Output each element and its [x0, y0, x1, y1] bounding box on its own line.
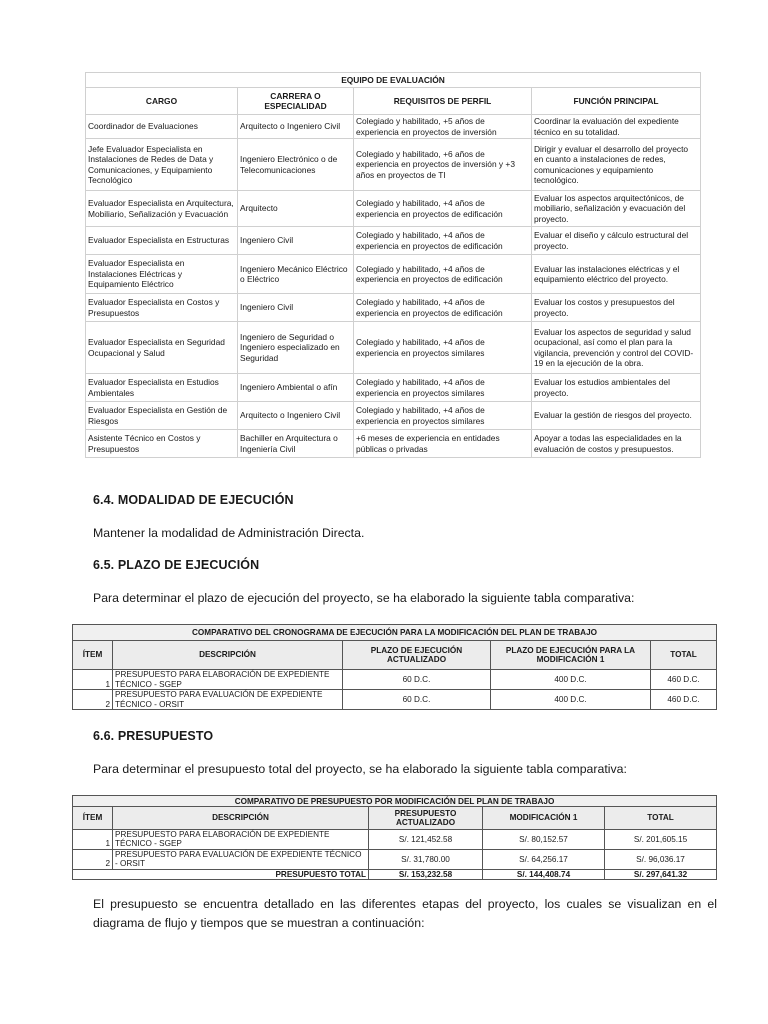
table-cell: 1: [73, 830, 113, 850]
table-cell: Evaluador Especialista en Gestión de Riesgos: [86, 402, 238, 430]
table-cell: S/. 64,256.17: [483, 849, 605, 869]
table-cell: Colegiado y habilitado, +5 años de experiencia en proyectos de inversión: [354, 115, 532, 139]
table-cell: S/. 96,036.17: [605, 849, 717, 869]
evaluation-team-table: [85, 72, 701, 458]
budget-table-title: COMPARATIVO DE PRESUPUESTO POR MODIFICACIÓN DEL PLAN DE TRABAJO: [73, 796, 717, 807]
table-cell: Evaluar el diseño y cálculo estructural del proyecto.: [532, 227, 701, 255]
budget-header-modificacion: MODIFICACIÓN 1: [483, 807, 605, 830]
section-text-modalidad: Mantener la modalidad de Administración Directa.: [93, 526, 365, 540]
table-row: [86, 115, 701, 139]
table-cell: Jefe Evaluador Especialista en Instalaciones de Redes de Data y Comunicaciones, y Equipamiento Tecnológico: [86, 139, 238, 191]
table-cell: Apoyar a todas las especialidades en la evaluación de costos y presupuestos.: [532, 430, 701, 458]
section-heading-plazo: 6.5. PLAZO DE EJECUCIÓN: [93, 558, 260, 572]
table-cell: Evaluar los aspectos de seguridad y salud ocupacional, así como el plan para la vigilancia, prevención y control del COVID-19 en la ejecución de la obra.: [532, 322, 701, 374]
table-cell: PRESUPUESTO PARA EVALUACIÓN DE EXPEDIENTE TÉCNICO - ORSIT: [113, 849, 369, 869]
table-cell: 460 D.C.: [651, 690, 717, 710]
table-cell: Arquitecto o Ingeniero Civil: [238, 115, 354, 139]
budget-header-actualizado: PRESUPUESTO ACTUALIZADO: [369, 807, 483, 830]
table-cell: Evaluador Especialista en Arquitectura, Mobiliario, Señalización y Evacuación: [86, 191, 238, 227]
table-row: [86, 255, 701, 294]
table-cell: Bachiller en Arquitectura o Ingeniería Civil: [238, 430, 354, 458]
team-table-title: EQUIPO DE EVALUACIÓN: [86, 73, 701, 88]
table-cell: Coordinador de Evaluaciones: [86, 115, 238, 139]
section-heading-presupuesto: 6.6. PRESUPUESTO: [93, 729, 214, 743]
table-cell: 400 D.C.: [491, 690, 651, 710]
table-row: [86, 139, 701, 191]
budget-total-label: PRESUPUESTO TOTAL: [73, 869, 369, 879]
table-cell: Dirigir y evaluar el desarrollo del proyecto en cuanto a instalaciones de redes, comunicaciones y equipamiento tecnológico.: [532, 139, 701, 191]
schedule-header-descripcion: DESCRIPCIÓN: [113, 641, 343, 670]
budget-total-row: [73, 869, 717, 879]
table-cell: Colegiado y habilitado, +4 años de experiencia en proyectos de edificación: [354, 191, 532, 227]
table-row: [86, 430, 701, 458]
table-row: [86, 322, 701, 374]
table-row: [73, 690, 717, 710]
schedule-header-plazo-actualizado: PLAZO DE EJECUCIÓN ACTUALIZADO: [343, 641, 491, 670]
budget-header-item: ÍTEM: [73, 807, 113, 830]
table-cell: PRESUPUESTO PARA ELABORACIÓN DE EXPEDIENTE TÉCNICO - SGEP: [113, 830, 369, 850]
team-header-cargo: CARGO: [86, 88, 238, 115]
table-cell: Colegiado y habilitado, +4 años de experiencia en proyectos de edificación: [354, 255, 532, 294]
table-cell: Ingeniero Mecánico Eléctrico o Eléctrico: [238, 255, 354, 294]
table-cell: 460 D.C.: [651, 670, 717, 690]
schedule-table-title: COMPARATIVO DEL CRONOGRAMA DE EJECUCIÓN PARA LA MODIFICACIÓN DEL PLAN DE TRABAJO: [73, 625, 717, 641]
closing-paragraph: El presupuesto se encuentra detallado en las diferentes etapas del proyecto, los cuales se visualizan en el diagrama de flujo y tiempos que se muestran a continuación:: [93, 897, 717, 930]
team-header-requisitos: REQUISITOS DE PERFIL: [354, 88, 532, 115]
table-cell: S/. 201,605.15: [605, 830, 717, 850]
table-row: [86, 294, 701, 322]
table-cell: Ingeniero Civil: [238, 227, 354, 255]
table-row: [86, 227, 701, 255]
table-cell: PRESUPUESTO PARA EVALUACIÓN DE EXPEDIENTE TÉCNICO - ORSIT: [113, 690, 343, 710]
table-cell: +6 meses de experiencia en entidades públicas o privadas: [354, 430, 532, 458]
table-cell: Colegiado y habilitado, +4 años de experiencia en proyectos de edificación: [354, 294, 532, 322]
table-cell: Evaluador Especialista en Costos y Presupuestos: [86, 294, 238, 322]
schedule-comparison-table: [72, 624, 717, 710]
team-header-carrera: CARRERA O ESPECIALIDAD: [238, 88, 354, 115]
table-row: [86, 191, 701, 227]
table-cell: Colegiado y habilitado, +4 años de experiencia en proyectos similares: [354, 374, 532, 402]
table-cell: PRESUPUESTO PARA ELABORACIÓN DE EXPEDIENTE TÉCNICO - SGEP: [113, 670, 343, 690]
budget-header-descripcion: DESCRIPCIÓN: [113, 807, 369, 830]
team-header-funcion: FUNCIÓN PRINCIPAL: [532, 88, 701, 115]
table-cell: Colegiado y habilitado, +4 años de experiencia en proyectos de edificación: [354, 227, 532, 255]
schedule-header-total: TOTAL: [651, 641, 717, 670]
table-cell: 1: [73, 670, 113, 690]
table-cell: Colegiado y habilitado, +4 años de experiencia en proyectos similares: [354, 322, 532, 374]
table-cell: Asistente Técnico en Costos y Presupuestos: [86, 430, 238, 458]
table-cell: Evaluador Especialista en Seguridad Ocupacional y Salud: [86, 322, 238, 374]
table-cell: S/. 31,780.00: [369, 849, 483, 869]
table-cell: Evaluar las instalaciones eléctricas y el equipamiento eléctrico del proyecto.: [532, 255, 701, 294]
table-cell: 2: [73, 690, 113, 710]
table-cell: S/. 80,152.57: [483, 830, 605, 850]
table-row: [86, 402, 701, 430]
table-cell: 60 D.C.: [343, 690, 491, 710]
section-text-plazo: Para determinar el plazo de ejecución del proyecto, se ha elaborado la siguiente tabla comparativa:: [93, 591, 635, 605]
budget-total-actualizado: S/. 153,232.58: [369, 869, 483, 879]
table-cell: 60 D.C.: [343, 670, 491, 690]
table-cell: Ingeniero Civil: [238, 294, 354, 322]
table-cell: Evaluador Especialista en Instalaciones Eléctricas y Equipamiento Eléctrico: [86, 255, 238, 294]
table-cell: Ingeniero Ambiental o afín: [238, 374, 354, 402]
budget-total-modificacion: S/. 144,408.74: [483, 869, 605, 879]
table-cell: Arquitecto o Ingeniero Civil: [238, 402, 354, 430]
table-cell: Coordinar la evaluación del expediente técnico en su totalidad.: [532, 115, 701, 139]
table-row: [86, 374, 701, 402]
budget-total-general: S/. 297,641.32: [605, 869, 717, 879]
table-cell: Colegiado y habilitado, +6 años de experiencia en proyectos de inversión y +3 años en proyectos de TI: [354, 139, 532, 191]
table-cell: Ingeniero de Seguridad o Ingeniero especializado en Seguridad: [238, 322, 354, 374]
table-cell: Evaluador Especialista en Estudios Ambientales: [86, 374, 238, 402]
table-cell: Evaluar los estudios ambientales del proyecto.: [532, 374, 701, 402]
budget-comparison-table: [72, 795, 717, 880]
table-cell: Evaluar los costos y presupuestos del proyecto.: [532, 294, 701, 322]
table-cell: Arquitecto: [238, 191, 354, 227]
table-row: [73, 670, 717, 690]
schedule-header-plazo-modificacion: PLAZO DE EJECUCIÓN PARA LA MODIFICACIÓN 1: [491, 641, 651, 670]
table-cell: S/. 121,452.58: [369, 830, 483, 850]
schedule-header-item: ÍTEM: [73, 641, 113, 670]
table-cell: Ingeniero Electrónico o de Telecomunicaciones: [238, 139, 354, 191]
table-row: [73, 830, 717, 850]
table-cell: 400 D.C.: [491, 670, 651, 690]
table-cell: Colegiado y habilitado, +4 años de experiencia en proyectos similares: [354, 402, 532, 430]
budget-header-total: TOTAL: [605, 807, 717, 830]
table-cell: Evaluar la gestión de riesgos del proyecto.: [532, 402, 701, 430]
table-cell: Evaluador Especialista en Estructuras: [86, 227, 238, 255]
section-text-presupuesto: Para determinar el presupuesto total del proyecto, se ha elaborado la siguiente tabla comparativa:: [93, 762, 627, 776]
table-row: [73, 849, 717, 869]
table-cell: Evaluar los aspectos arquitectónicos, de mobiliario, señalización y evacuación del proyecto.: [532, 191, 701, 227]
table-cell: 2: [73, 849, 113, 869]
section-heading-modalidad: 6.4. MODALIDAD DE EJECUCIÓN: [93, 493, 294, 507]
